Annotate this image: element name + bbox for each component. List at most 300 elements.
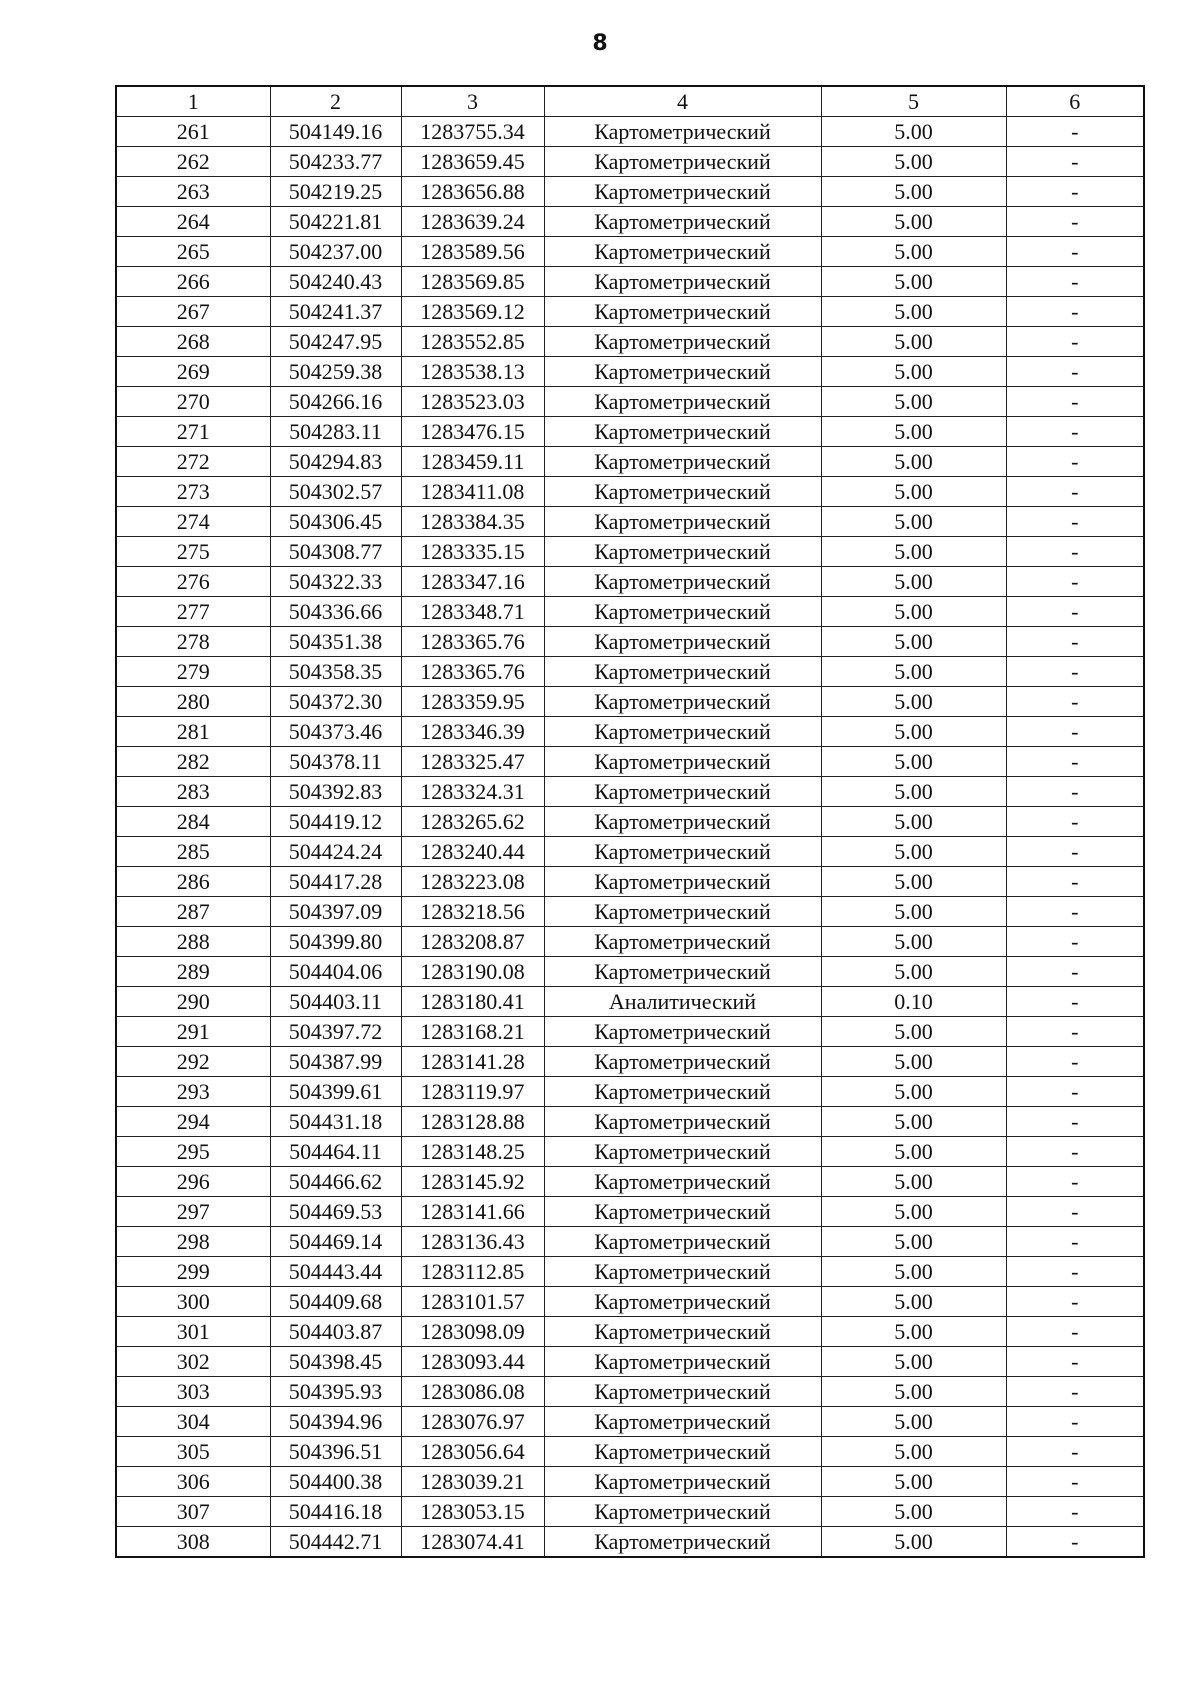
cell-accuracy: 5.00 (821, 1317, 1006, 1347)
cell-point-number: 272 (116, 447, 270, 477)
cell-description: - (1006, 477, 1144, 507)
cell-accuracy: 5.00 (821, 1257, 1006, 1287)
cell-coordinate-x: 504233.77 (270, 147, 401, 177)
cell-point-number: 264 (116, 207, 270, 237)
cell-description: - (1006, 1107, 1144, 1137)
cell-point-number: 302 (116, 1347, 270, 1377)
cell-description: - (1006, 1317, 1144, 1347)
table-row (116, 747, 1144, 777)
cell-accuracy: 5.00 (821, 537, 1006, 567)
cell-accuracy: 5.00 (821, 897, 1006, 927)
cell-method: Картометрический (544, 1107, 821, 1137)
table-row (116, 1197, 1144, 1227)
cell-coordinate-x: 504395.93 (270, 1377, 401, 1407)
cell-accuracy: 5.00 (821, 777, 1006, 807)
table-row (116, 117, 1144, 147)
cell-description: - (1006, 417, 1144, 447)
cell-method: Картометрический (544, 927, 821, 957)
cell-accuracy: 5.00 (821, 1497, 1006, 1527)
table-row (116, 477, 1144, 507)
cell-description: - (1006, 927, 1144, 957)
table-row (116, 237, 1144, 267)
cell-coordinate-y: 1283569.85 (401, 267, 544, 297)
cell-coordinate-x: 504358.35 (270, 657, 401, 687)
cell-coordinate-y: 1283039.21 (401, 1467, 544, 1497)
cell-coordinate-y: 1283347.16 (401, 567, 544, 597)
cell-method: Картометрический (544, 1347, 821, 1377)
cell-coordinate-x: 504219.25 (270, 177, 401, 207)
cell-description: - (1006, 147, 1144, 177)
cell-accuracy: 5.00 (821, 1017, 1006, 1047)
cell-method: Картометрический (544, 627, 821, 657)
cell-accuracy: 5.00 (821, 1347, 1006, 1377)
cell-coordinate-y: 1283639.24 (401, 207, 544, 237)
cell-method: Картометрический (544, 1437, 821, 1467)
cell-coordinate-x: 504322.33 (270, 567, 401, 597)
cell-point-number: 294 (116, 1107, 270, 1137)
cell-coordinate-x: 504241.37 (270, 297, 401, 327)
cell-coordinate-x: 504469.14 (270, 1227, 401, 1257)
cell-accuracy: 5.00 (821, 747, 1006, 777)
cell-coordinate-y: 1283086.08 (401, 1377, 544, 1407)
cell-point-number: 286 (116, 867, 270, 897)
cell-coordinate-x: 504240.43 (270, 267, 401, 297)
cell-point-number: 305 (116, 1437, 270, 1467)
cell-point-number: 304 (116, 1407, 270, 1437)
cell-point-number: 273 (116, 477, 270, 507)
cell-coordinate-y: 1283141.28 (401, 1047, 544, 1077)
cell-description: - (1006, 807, 1144, 837)
table-row (116, 447, 1144, 477)
cell-accuracy: 5.00 (821, 627, 1006, 657)
cell-point-number: 266 (116, 267, 270, 297)
table-row (116, 327, 1144, 357)
cell-coordinate-x: 504373.46 (270, 717, 401, 747)
cell-point-number: 300 (116, 1287, 270, 1317)
cell-accuracy: 5.00 (821, 867, 1006, 897)
cell-accuracy: 5.00 (821, 237, 1006, 267)
table-row (116, 507, 1144, 537)
cell-point-number: 299 (116, 1257, 270, 1287)
cell-accuracy: 5.00 (821, 1197, 1006, 1227)
table-row (116, 1167, 1144, 1197)
cell-coordinate-x: 504417.28 (270, 867, 401, 897)
cell-coordinate-y: 1283335.15 (401, 537, 544, 567)
cell-coordinate-x: 504403.87 (270, 1317, 401, 1347)
page-number: 8 (592, 31, 608, 56)
cell-point-number: 288 (116, 927, 270, 957)
table-row (116, 1017, 1144, 1047)
cell-coordinate-y: 1283168.21 (401, 1017, 544, 1047)
cell-accuracy: 5.00 (821, 507, 1006, 537)
cell-method: Картометрический (544, 897, 821, 927)
cell-method: Картометрический (544, 1497, 821, 1527)
cell-accuracy: 5.00 (821, 957, 1006, 987)
cell-description: - (1006, 177, 1144, 207)
cell-coordinate-x: 504237.00 (270, 237, 401, 267)
cell-description: - (1006, 1437, 1144, 1467)
table-row (116, 1527, 1144, 1558)
cell-point-number: 276 (116, 567, 270, 597)
cell-coordinate-x: 504399.61 (270, 1077, 401, 1107)
cell-method: Картометрический (544, 657, 821, 687)
cell-coordinate-x: 504306.45 (270, 507, 401, 537)
cell-description: - (1006, 897, 1144, 927)
cell-coordinate-x: 504466.62 (270, 1167, 401, 1197)
cell-method: Картометрический (544, 957, 821, 987)
cell-coordinate-y: 1283325.47 (401, 747, 544, 777)
cell-point-number: 267 (116, 297, 270, 327)
cell-coordinate-y: 1283093.44 (401, 1347, 544, 1377)
cell-coordinate-y: 1283223.08 (401, 867, 544, 897)
cell-method: Картометрический (544, 327, 821, 357)
cell-coordinate-x: 504469.53 (270, 1197, 401, 1227)
cell-point-number: 269 (116, 357, 270, 387)
cell-coordinate-y: 1283074.41 (401, 1527, 544, 1558)
cell-method: Картометрический (544, 837, 821, 867)
cell-accuracy: 0.10 (821, 987, 1006, 1017)
cell-method: Картометрический (544, 807, 821, 837)
cell-description: - (1006, 747, 1144, 777)
table-row (116, 837, 1144, 867)
cell-coordinate-x: 504247.95 (270, 327, 401, 357)
cell-method: Картометрический (544, 177, 821, 207)
cell-coordinate-y: 1283141.66 (401, 1197, 544, 1227)
cell-method: Картометрический (544, 567, 821, 597)
cell-coordinate-x: 504259.38 (270, 357, 401, 387)
column-header-5: 5 (821, 86, 1006, 117)
cell-description: - (1006, 1287, 1144, 1317)
cell-method: Картометрический (544, 687, 821, 717)
cell-coordinate-x: 504442.71 (270, 1527, 401, 1558)
cell-description: - (1006, 1407, 1144, 1437)
cell-coordinate-y: 1283324.31 (401, 777, 544, 807)
cell-point-number: 278 (116, 627, 270, 657)
cell-coordinate-y: 1283365.76 (401, 627, 544, 657)
cell-coordinate-y: 1283112.85 (401, 1257, 544, 1287)
table-row (116, 1137, 1144, 1167)
cell-description: - (1006, 957, 1144, 987)
cell-method: Картометрический (544, 1017, 821, 1047)
cell-coordinate-y: 1283101.57 (401, 1287, 544, 1317)
coordinates-table (115, 85, 1145, 1558)
cell-method: Картометрический (544, 1377, 821, 1407)
cell-method: Картометрический (544, 867, 821, 897)
table-row (116, 1287, 1144, 1317)
cell-method: Картометрический (544, 297, 821, 327)
cell-accuracy: 5.00 (821, 1047, 1006, 1077)
cell-point-number: 280 (116, 687, 270, 717)
cell-coordinate-y: 1283589.56 (401, 237, 544, 267)
cell-accuracy: 5.00 (821, 567, 1006, 597)
table-row (116, 987, 1144, 1017)
cell-description: - (1006, 1347, 1144, 1377)
cell-coordinate-x: 504283.11 (270, 417, 401, 447)
cell-method: Аналитический (544, 987, 821, 1017)
cell-method: Картометрический (544, 147, 821, 177)
cell-coordinate-x: 504387.99 (270, 1047, 401, 1077)
table-row (116, 657, 1144, 687)
cell-coordinate-y: 1283359.95 (401, 687, 544, 717)
cell-description: - (1006, 657, 1144, 687)
table-row (116, 1467, 1144, 1497)
cell-description: - (1006, 447, 1144, 477)
table-row (116, 627, 1144, 657)
cell-coordinate-y: 1283346.39 (401, 717, 544, 747)
cell-coordinate-x: 504266.16 (270, 387, 401, 417)
table-row (116, 537, 1144, 567)
cell-coordinate-y: 1283656.88 (401, 177, 544, 207)
cell-method: Картометрический (544, 1317, 821, 1347)
cell-coordinate-x: 504397.09 (270, 897, 401, 927)
cell-accuracy: 5.00 (821, 267, 1006, 297)
cell-description: - (1006, 687, 1144, 717)
table-row (116, 1497, 1144, 1527)
cell-point-number: 284 (116, 807, 270, 837)
cell-point-number: 262 (116, 147, 270, 177)
cell-accuracy: 5.00 (821, 1227, 1006, 1257)
table-row (116, 567, 1144, 597)
cell-description: - (1006, 117, 1144, 147)
column-header-1: 1 (116, 86, 270, 117)
cell-point-number: 292 (116, 1047, 270, 1077)
table-row (116, 1257, 1144, 1287)
cell-coordinate-y: 1283523.03 (401, 387, 544, 417)
cell-coordinate-y: 1283384.35 (401, 507, 544, 537)
cell-accuracy: 5.00 (821, 1167, 1006, 1197)
cell-description: - (1006, 1137, 1144, 1167)
cell-method: Картометрический (544, 357, 821, 387)
cell-coordinate-x: 504431.18 (270, 1107, 401, 1137)
column-header-2: 2 (270, 86, 401, 117)
cell-accuracy: 5.00 (821, 417, 1006, 447)
cell-description: - (1006, 1227, 1144, 1257)
cell-point-number: 308 (116, 1527, 270, 1558)
cell-coordinate-x: 504396.51 (270, 1437, 401, 1467)
cell-accuracy: 5.00 (821, 1137, 1006, 1167)
cell-method: Картометрический (544, 597, 821, 627)
table-row (116, 807, 1144, 837)
cell-accuracy: 5.00 (821, 657, 1006, 687)
table-row (116, 957, 1144, 987)
cell-method: Картометрический (544, 207, 821, 237)
cell-accuracy: 5.00 (821, 327, 1006, 357)
cell-coordinate-x: 504221.81 (270, 207, 401, 237)
cell-coordinate-x: 504378.11 (270, 747, 401, 777)
cell-coordinate-y: 1283240.44 (401, 837, 544, 867)
cell-coordinate-x: 504424.24 (270, 837, 401, 867)
cell-method: Картометрический (544, 417, 821, 447)
cell-accuracy: 5.00 (821, 837, 1006, 867)
cell-coordinate-x: 504398.45 (270, 1347, 401, 1377)
table-row (116, 1377, 1144, 1407)
cell-method: Картометрический (544, 507, 821, 537)
cell-description: - (1006, 777, 1144, 807)
cell-coordinate-y: 1283265.62 (401, 807, 544, 837)
cell-coordinate-y: 1283411.08 (401, 477, 544, 507)
cell-accuracy: 5.00 (821, 447, 1006, 477)
cell-method: Картометрический (544, 1257, 821, 1287)
cell-point-number: 303 (116, 1377, 270, 1407)
cell-method: Картометрический (544, 387, 821, 417)
cell-coordinate-y: 1283128.88 (401, 1107, 544, 1137)
cell-accuracy: 5.00 (821, 177, 1006, 207)
cell-description: - (1006, 717, 1144, 747)
cell-point-number: 270 (116, 387, 270, 417)
table-body (116, 117, 1144, 1558)
cell-coordinate-y: 1283098.09 (401, 1317, 544, 1347)
cell-accuracy: 5.00 (821, 1527, 1006, 1558)
cell-accuracy: 5.00 (821, 717, 1006, 747)
cell-coordinate-y: 1283145.92 (401, 1167, 544, 1197)
cell-description: - (1006, 1527, 1144, 1558)
cell-point-number: 293 (116, 1077, 270, 1107)
cell-accuracy: 5.00 (821, 117, 1006, 147)
cell-coordinate-x: 504404.06 (270, 957, 401, 987)
cell-point-number: 271 (116, 417, 270, 447)
cell-coordinate-x: 504351.38 (270, 627, 401, 657)
table-row (116, 897, 1144, 927)
cell-accuracy: 5.00 (821, 1077, 1006, 1107)
cell-coordinate-y: 1283190.08 (401, 957, 544, 987)
cell-point-number: 307 (116, 1497, 270, 1527)
cell-accuracy: 5.00 (821, 207, 1006, 237)
cell-point-number: 306 (116, 1467, 270, 1497)
cell-accuracy: 5.00 (821, 1377, 1006, 1407)
table-row (116, 1437, 1144, 1467)
cell-method: Картометрический (544, 1527, 821, 1558)
cell-description: - (1006, 987, 1144, 1017)
cell-point-number: 283 (116, 777, 270, 807)
cell-method: Картометрический (544, 1047, 821, 1077)
table-row (116, 207, 1144, 237)
cell-description: - (1006, 1077, 1144, 1107)
cell-accuracy: 5.00 (821, 477, 1006, 507)
cell-coordinate-x: 504392.83 (270, 777, 401, 807)
cell-coordinate-y: 1283348.71 (401, 597, 544, 627)
cell-description: - (1006, 267, 1144, 297)
cell-coordinate-x: 504149.16 (270, 117, 401, 147)
cell-coordinate-x: 504397.72 (270, 1017, 401, 1047)
cell-coordinate-x: 504416.18 (270, 1497, 401, 1527)
table-row (116, 927, 1144, 957)
cell-description: - (1006, 1257, 1144, 1287)
cell-coordinate-x: 504394.96 (270, 1407, 401, 1437)
cell-description: - (1006, 357, 1144, 387)
cell-method: Картометрический (544, 717, 821, 747)
cell-method: Картометрический (544, 267, 821, 297)
column-header-4: 4 (544, 86, 821, 117)
cell-coordinate-x: 504464.11 (270, 1137, 401, 1167)
cell-coordinate-y: 1283659.45 (401, 147, 544, 177)
cell-point-number: 289 (116, 957, 270, 987)
cell-description: - (1006, 1047, 1144, 1077)
cell-description: - (1006, 297, 1144, 327)
cell-description: - (1006, 1197, 1144, 1227)
cell-coordinate-y: 1283136.43 (401, 1227, 544, 1257)
cell-coordinate-y: 1283180.41 (401, 987, 544, 1017)
cell-accuracy: 5.00 (821, 297, 1006, 327)
cell-accuracy: 5.00 (821, 387, 1006, 417)
cell-point-number: 265 (116, 237, 270, 267)
table-row (116, 267, 1144, 297)
cell-point-number: 298 (116, 1227, 270, 1257)
table-row (116, 387, 1144, 417)
table-row (116, 1077, 1144, 1107)
cell-method: Картометрический (544, 117, 821, 147)
cell-point-number: 296 (116, 1167, 270, 1197)
cell-method: Картометрический (544, 237, 821, 267)
table-row (116, 597, 1144, 627)
cell-method: Картометрический (544, 1197, 821, 1227)
cell-coordinate-x: 504443.44 (270, 1257, 401, 1287)
table-row (116, 177, 1144, 207)
table-row (116, 687, 1144, 717)
cell-coordinate-y: 1283365.76 (401, 657, 544, 687)
cell-accuracy: 5.00 (821, 1407, 1006, 1437)
table-row (116, 417, 1144, 447)
cell-description: - (1006, 837, 1144, 867)
cell-description: - (1006, 327, 1144, 357)
table-row (116, 1407, 1144, 1437)
cell-coordinate-x: 504308.77 (270, 537, 401, 567)
cell-description: - (1006, 597, 1144, 627)
cell-method: Картометрический (544, 1227, 821, 1257)
cell-accuracy: 5.00 (821, 927, 1006, 957)
table-row (116, 357, 1144, 387)
cell-coordinate-x: 504336.66 (270, 597, 401, 627)
cell-method: Картометрический (544, 1137, 821, 1167)
table-row (116, 867, 1144, 897)
cell-coordinate-y: 1283755.34 (401, 117, 544, 147)
cell-point-number: 291 (116, 1017, 270, 1047)
cell-point-number: 281 (116, 717, 270, 747)
cell-point-number: 275 (116, 537, 270, 567)
cell-accuracy: 5.00 (821, 687, 1006, 717)
cell-description: - (1006, 1017, 1144, 1047)
cell-coordinate-y: 1283056.64 (401, 1437, 544, 1467)
cell-coordinate-x: 504409.68 (270, 1287, 401, 1317)
cell-accuracy: 5.00 (821, 597, 1006, 627)
cell-coordinate-y: 1283119.97 (401, 1077, 544, 1107)
table-row (116, 1347, 1144, 1377)
table-row (116, 1317, 1144, 1347)
cell-accuracy: 5.00 (821, 1467, 1006, 1497)
cell-coordinate-y: 1283208.87 (401, 927, 544, 957)
cell-coordinate-y: 1283552.85 (401, 327, 544, 357)
cell-point-number: 277 (116, 597, 270, 627)
cell-coordinate-y: 1283218.56 (401, 897, 544, 927)
cell-point-number: 301 (116, 1317, 270, 1347)
cell-description: - (1006, 387, 1144, 417)
cell-description: - (1006, 1497, 1144, 1527)
cell-coordinate-y: 1283076.97 (401, 1407, 544, 1437)
cell-point-number: 287 (116, 897, 270, 927)
cell-method: Картометрический (544, 1287, 821, 1317)
table-row (116, 1107, 1144, 1137)
table-row (116, 1227, 1144, 1257)
cell-accuracy: 5.00 (821, 1287, 1006, 1317)
table-row (116, 147, 1144, 177)
cell-point-number: 268 (116, 327, 270, 357)
cell-method: Картометрический (544, 1467, 821, 1497)
cell-point-number: 285 (116, 837, 270, 867)
cell-coordinate-y: 1283053.15 (401, 1497, 544, 1527)
cell-accuracy: 5.00 (821, 807, 1006, 837)
column-header-3: 3 (401, 86, 544, 117)
table-header (116, 86, 1144, 117)
table-row (116, 1047, 1144, 1077)
